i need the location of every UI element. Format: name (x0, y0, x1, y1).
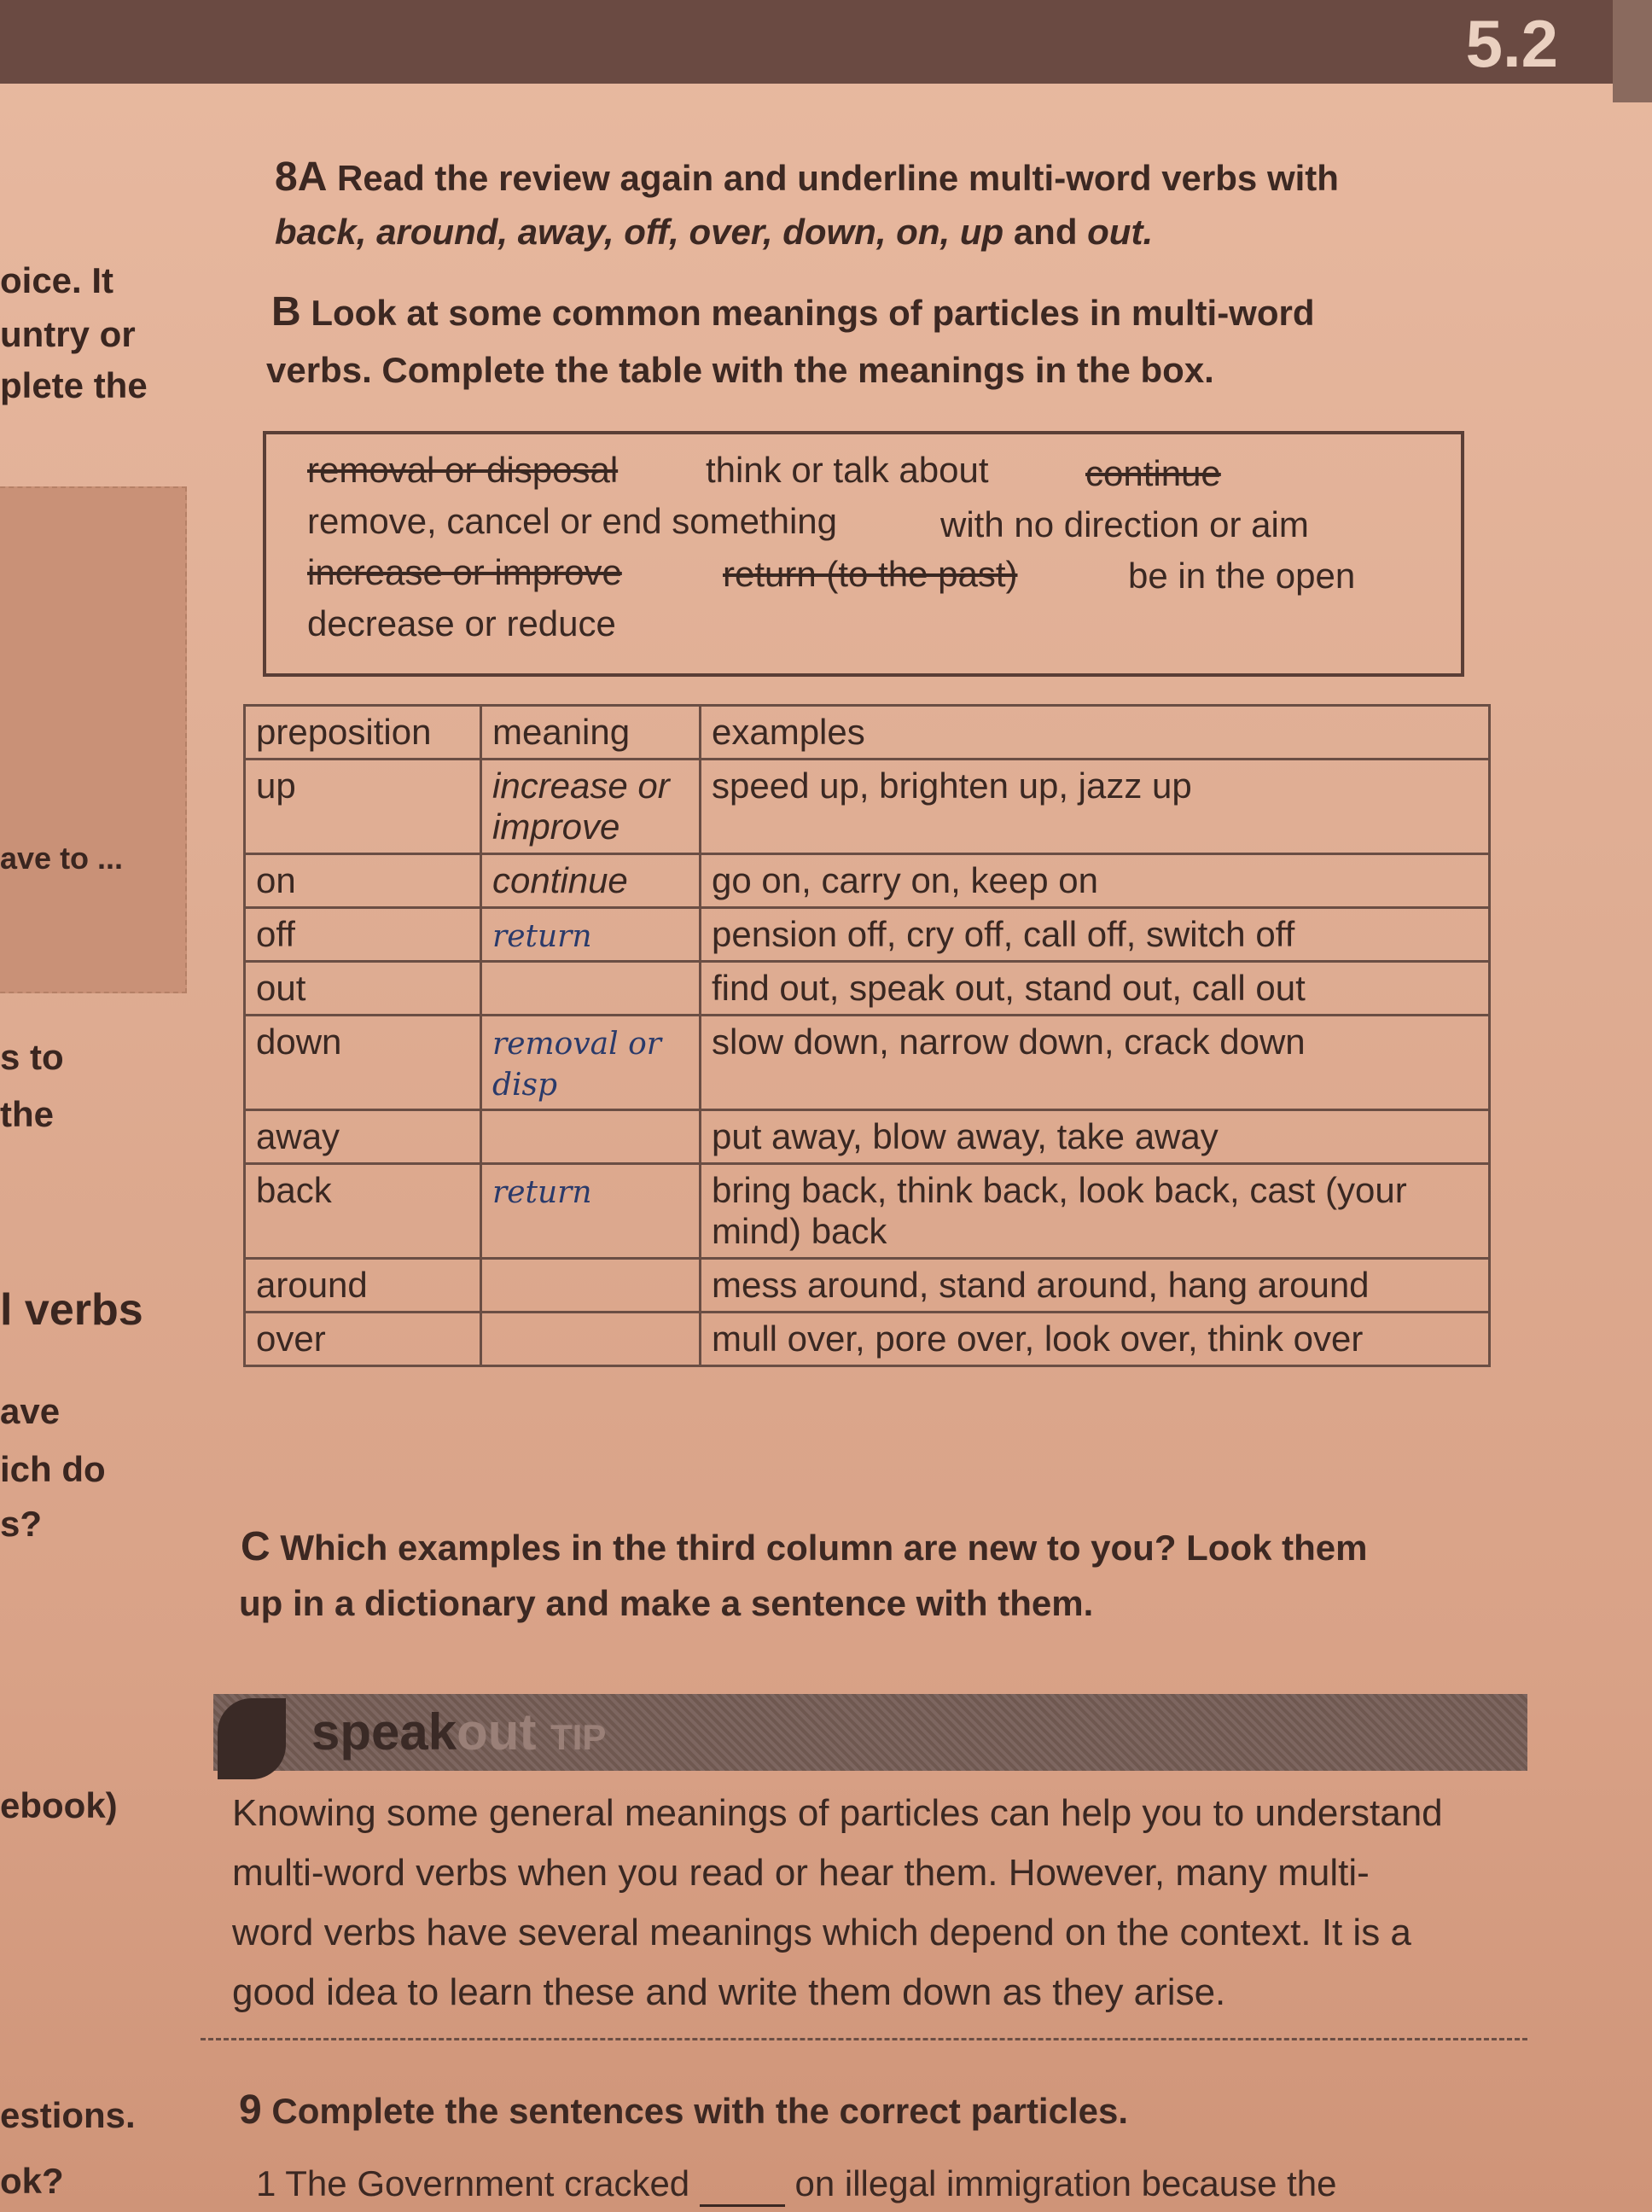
preposition-cell: off (245, 908, 481, 962)
exercise-8c-instruction-line1 (241, 1523, 1368, 1570)
tip-divider (201, 2038, 1527, 2040)
margin-fragment: ok? (0, 2161, 64, 2201)
printed-meaning: continue (492, 860, 628, 900)
particle-meanings-table (243, 704, 1491, 1367)
tip-title-out: out (457, 1703, 537, 1761)
margin-fragment: ave (0, 1391, 61, 1431)
table-row (245, 1164, 1490, 1259)
box-item: continue (1085, 453, 1221, 493)
answer-blank[interactable] (700, 2163, 785, 2207)
table-header-row (245, 706, 1490, 760)
tip-line: word verbs have several meanings which depend on the context. It is a (232, 1912, 1411, 1953)
table-row (245, 854, 1490, 908)
margin-fragment: l verbs (0, 1285, 143, 1335)
instruction-text: Read the review again and underline multi-word verbs with (337, 158, 1339, 198)
margin-fragment: s? (0, 1504, 43, 1544)
preposition-cell: away (245, 1110, 481, 1164)
box-item: decrease or reduce (307, 603, 616, 643)
box-item: increase or improve (307, 552, 622, 592)
box-item: return (to the past) (723, 554, 1018, 594)
box-item: be in the open (1128, 556, 1356, 596)
unit-header-bar (0, 0, 1613, 84)
speech-bubble-icon (218, 1698, 286, 1779)
meaning-cell[interactable] (481, 1164, 701, 1259)
instruction-text: Which examples in the third column are new to you? Look them (280, 1528, 1368, 1568)
table-row (245, 908, 1490, 962)
margin-fragment: the (0, 1094, 54, 1134)
particle-last: out. (1087, 212, 1154, 252)
margin-fragment: s to (0, 1037, 64, 1077)
examples-cell: mull over, pore over, look over, think over (701, 1313, 1490, 1366)
meaning-cell[interactable] (481, 1313, 701, 1366)
preposition-cell: down (245, 1016, 481, 1110)
instruction-text: Complete the sentences with the correct particles. (271, 2091, 1129, 2131)
speakout-tip-title (311, 1703, 606, 1761)
preposition-cell: out (245, 962, 481, 1016)
margin-image-placeholder (0, 486, 187, 993)
instruction-text: Look at some common meanings of particles in multi-word (311, 293, 1315, 333)
handwritten-answer: removal or disp (492, 1027, 661, 1103)
meaning-cell[interactable] (481, 908, 701, 962)
header-preposition: preposition (245, 706, 481, 760)
box-item: remove, cancel or end something (307, 501, 837, 541)
exercise-9-item-1 (256, 2163, 1337, 2207)
exercise-8b-instruction-line1 (271, 288, 1315, 335)
item-text-after: on illegal immigration because the (794, 2163, 1337, 2203)
meaning-cell[interactable] (481, 1016, 701, 1110)
table-row (245, 1016, 1490, 1110)
preposition-cell: on (245, 854, 481, 908)
preposition-cell: over (245, 1313, 481, 1366)
tip-line: good idea to learn these and write them down as they arise. (232, 1971, 1226, 2013)
box-item: with no direction or aim (940, 504, 1309, 544)
examples-cell: go on, carry on, keep on (701, 854, 1490, 908)
exercise-8b-instruction-line2: verbs. Complete the table with the meanings in the box. (266, 350, 1214, 390)
exercise-9-instruction (239, 2087, 1128, 2133)
table-row (245, 962, 1490, 1016)
margin-fragment: oice. It (0, 260, 114, 300)
preposition-cell: up (245, 760, 481, 854)
header-edge (1613, 0, 1652, 102)
margin-fragment: untry or (0, 314, 136, 354)
item-number: 1 (256, 2163, 276, 2203)
handwritten-answer: return (492, 1175, 592, 1210)
preposition-cell: back (245, 1164, 481, 1259)
margin-fragment: ave to ... (0, 841, 124, 876)
examples-cell: pension off, cry off, call off, switch off (701, 908, 1490, 962)
margin-fragment: plete the (0, 365, 148, 405)
tip-line: multi-word verbs when you read or hear them. However, many multi- (232, 1852, 1370, 1894)
exercise-letter: B (271, 289, 301, 335)
conjunction: and (1013, 212, 1078, 252)
printed-meaning: increase or improve (492, 765, 670, 847)
meaning-cell[interactable] (481, 1110, 701, 1164)
margin-fragment: ebook) (0, 1785, 118, 1825)
meaning-cell[interactable] (481, 854, 701, 908)
table-row (245, 1259, 1490, 1313)
tip-line: Knowing some general meanings of particles can help you to understand (232, 1792, 1443, 1834)
meaning-cell[interactable] (481, 1259, 701, 1313)
exercise-number: 8A (275, 154, 328, 200)
table-row (245, 760, 1490, 854)
examples-cell: bring back, think back, look back, cast (your mind) back (701, 1164, 1490, 1259)
header-meaning: meaning (481, 706, 701, 760)
box-item: think or talk about (706, 450, 989, 490)
examples-cell: speed up, brighten up, jazz up (701, 760, 1490, 854)
header-examples: examples (701, 706, 1490, 760)
meaning-cell[interactable] (481, 962, 701, 1016)
exercise-8a-instruction (275, 154, 1339, 201)
margin-fragment: estions. (0, 2095, 136, 2135)
examples-cell: put away, blow away, take away (701, 1110, 1490, 1164)
particle-list: back, around, away, off, over, down, on, up (275, 212, 1004, 252)
tip-title-speak: speak (311, 1703, 457, 1761)
examples-cell: mess around, stand around, hang around (701, 1259, 1490, 1313)
exercise-8a-particles (275, 212, 1153, 253)
box-item: removal or disposal (307, 450, 619, 490)
table-row (245, 1313, 1490, 1366)
tip-title-tip: TIP (550, 1717, 607, 1757)
unit-number: 5.2 (1465, 6, 1558, 81)
margin-fragment: ich do (0, 1449, 106, 1489)
examples-cell: find out, speak out, stand out, call out (701, 962, 1490, 1016)
table-row (245, 1110, 1490, 1164)
meaning-cell[interactable] (481, 760, 701, 854)
exercise-8c-instruction-line2: up in a dictionary and make a sentence with them. (239, 1583, 1094, 1623)
preposition-cell: around (245, 1259, 481, 1313)
examples-cell: slow down, narrow down, crack down (701, 1016, 1490, 1110)
handwritten-answer: return (492, 919, 592, 954)
exercise-letter: C (241, 1524, 270, 1569)
item-text-before: The Government cracked (285, 2163, 690, 2203)
meanings-word-box (263, 431, 1464, 677)
exercise-number: 9 (239, 2087, 262, 2133)
